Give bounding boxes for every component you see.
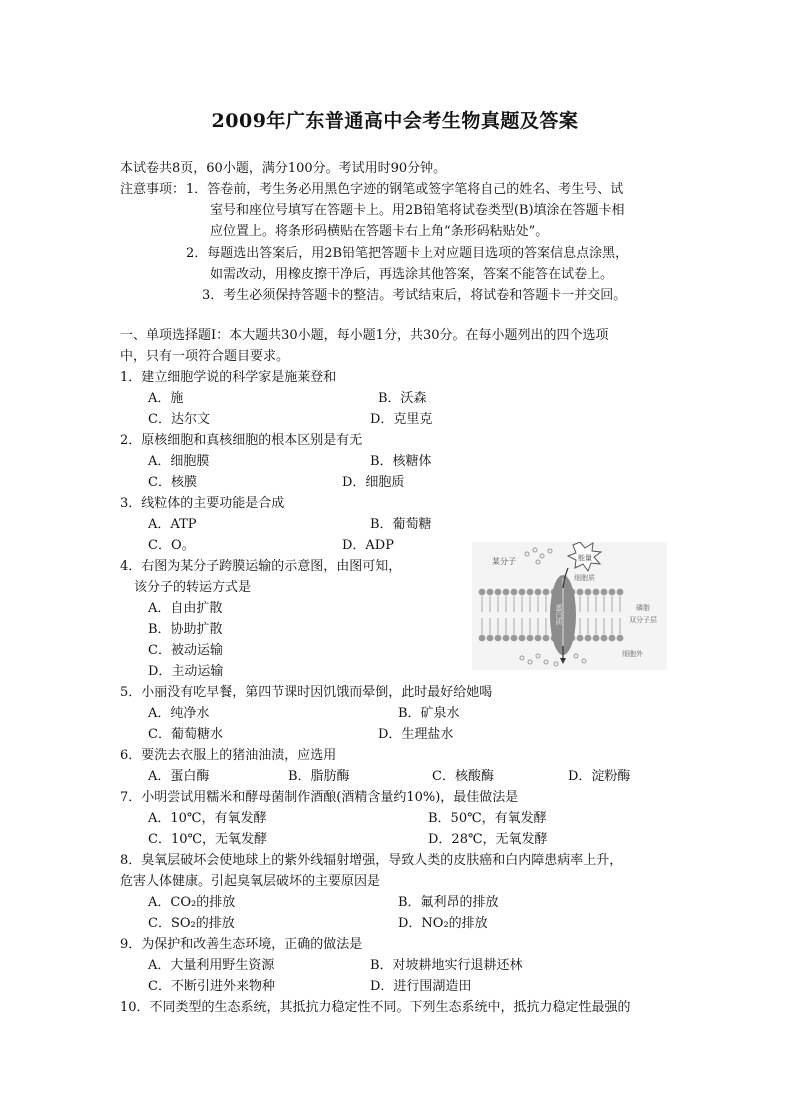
q3-option-c: C．O。 — [148, 538, 195, 553]
note-2: 2．每题选出答案后，用2B铅笔把答题卡上对应题目选项的答案信息点涂黑， — [186, 246, 629, 261]
note-1-cont: 应位置上。将条形码横贴在答题卡右上角“条形码粘贴处”。 — [210, 224, 549, 239]
note-3: 3．考生必须保持答题卡的整洁。考试结束后，将试卷和答题卡一并交回。 — [202, 288, 627, 303]
q2-option-d: D．细胞质 — [342, 475, 405, 490]
membrane-transport-figure — [472, 542, 667, 670]
q4-option-b: B．协助扩散 — [148, 622, 223, 637]
question-2: 2．原核细胞和真核细胞的根本区别是有无 — [120, 433, 363, 448]
q3-option-d: D．ADP — [342, 538, 394, 553]
label-protein: 蛋白质 — [555, 604, 563, 625]
q2-option-a: A．细胞膜 — [148, 454, 210, 469]
q4-option-d: D．主动运输 — [148, 664, 224, 679]
question-4-cont: 该分子的转运方式是 — [134, 580, 252, 595]
q5-option-a: A．纯净水 — [148, 706, 210, 721]
question-3: 3．线粒体的主要功能是合成 — [120, 496, 285, 511]
q3-option-a: A．ATP — [148, 517, 197, 532]
label-outside: 细胞外 — [622, 650, 643, 658]
intro-line: 本试卷共8页，60小题，满分100分。考试用时90分钟。 — [120, 161, 447, 176]
q8-option-a: A．CO₂的排放 — [148, 895, 236, 910]
q2-option-c: C．核膜 — [148, 475, 197, 490]
question-5: 5．小丽没有吃早餐，第四节课时因饥饿而晕倒，此时最好给她喝 — [120, 685, 493, 700]
q7-option-b: B．50℃，有氧发酵 — [428, 811, 547, 826]
q1-option-a: A．施 — [148, 391, 184, 406]
label-bilayer: 双分子层 — [629, 616, 657, 624]
q8-option-c: C．SO₂的排放 — [148, 916, 235, 931]
notes-label: 注意事项： — [120, 182, 186, 197]
q6-option-c: C．核酸酶 — [432, 769, 494, 784]
label-inside: 细胞质 — [574, 574, 595, 582]
label-energy: 能量 — [578, 554, 592, 562]
q4-option-a: A．自由扩散 — [148, 601, 223, 616]
question-4: 4．右图为某分子跨膜运输的示意图，由图可知， — [120, 559, 402, 574]
q5-option-b: B．矿泉水 — [398, 706, 460, 721]
note-1: 1．答卷前，考生务必用黑色字迹的钢笔或签字笔将自己的姓名、考生号、试 — [186, 182, 624, 197]
q7-option-d: D．28℃，无氧发酵 — [428, 832, 548, 847]
label-lipid: 磷脂 — [636, 604, 650, 612]
q9-option-b: B．对坡耕地实行退耕还林 — [370, 958, 523, 973]
q8-option-b: B．氟利昂的排放 — [398, 895, 499, 910]
question-8-cont: 危害人体健康。引起臭氧层破坏的主要原因是 — [120, 874, 381, 889]
question-1: 1．建立细胞学说的科学家是施莱登和 — [120, 370, 337, 385]
q1-option-d: D．克里克 — [370, 412, 433, 427]
section-heading-cont: 中，只有一项符合题目要求。 — [120, 349, 290, 364]
page-title: 2009年广东普通高中会考生物真题及答案 — [211, 110, 579, 132]
q3-option-b: B．葡萄糖 — [370, 517, 432, 532]
question-7: 7．小明尝试用糯米和酵母菌制作酒酿(酒精含量约10%)，最佳做法是 — [120, 790, 519, 805]
q9-option-d: D．进行围湖造田 — [370, 979, 472, 994]
label-molecule: 某分子 — [492, 557, 516, 566]
q9-option-a: A．大量利用野生资源 — [148, 958, 275, 973]
q7-option-a: A．10℃，有氧发酵 — [148, 811, 267, 826]
question-6: 6．要洗去衣服上的猪油油渍，应选用 — [120, 748, 337, 763]
question-8: 8．臭氧层破坏会使地球上的紫外线辐射增强，导致人类的皮肤癌和白内障患病率上升， — [120, 853, 623, 868]
note-2-cont: 如需改动，用橡皮擦干净后，再选涂其他答案，答案不能答在试卷上。 — [210, 267, 614, 282]
question-9: 9．为保护和改善生态环境，正确的做法是 — [120, 937, 363, 952]
q8-option-d: D．NO₂的排放 — [398, 916, 488, 931]
q1-option-c: C．达尔文 — [148, 412, 210, 427]
q6-option-b: B．脂肪酶 — [288, 769, 350, 784]
q5-option-c: C．葡萄糖水 — [148, 727, 223, 742]
q1-option-b: B．沃森 — [378, 391, 427, 406]
q4-option-c: C．被动运输 — [148, 643, 223, 658]
q6-option-a: A．蛋白酶 — [148, 769, 210, 784]
section-heading: 一、单项选择题Ⅰ：本大题共30小题，每小题1分，共30分。在每小题列出的四个选项 — [120, 328, 609, 343]
q9-option-c: C．不断引进外来物种 — [148, 979, 275, 994]
question-10: 10．不同类型的生态系统，其抵抗力稳定性不同。下列生态系统中，抵抗力稳定性最强的 — [120, 1000, 631, 1015]
note-1-cont: 室号和座位号填写在答题卡上。用2B铅笔将试卷类型(B)填涂在答题卡相 — [210, 203, 625, 218]
q5-option-d: D．生理盐水 — [378, 727, 454, 742]
q7-option-c: C．10℃，无氧发酵 — [148, 832, 268, 847]
q6-option-d: D．淀粉酶 — [568, 769, 631, 784]
q2-option-b: B．核糖体 — [370, 454, 432, 469]
